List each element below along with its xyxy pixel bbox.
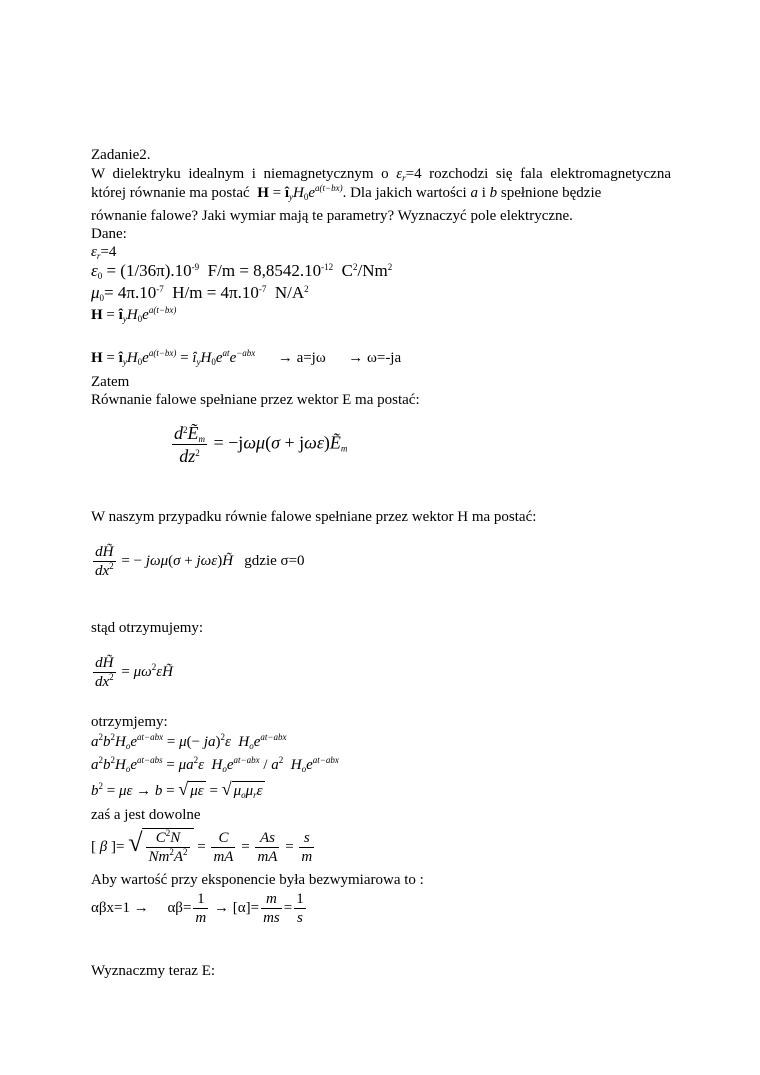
arrow-icon: →: [136, 783, 152, 799]
aby-text: Aby wartość przy eksponencie była bezwymiarowa to :: [91, 872, 424, 888]
zas-text: zaś a jest dowolne: [91, 807, 201, 823]
expansion-line: [91, 349, 401, 367]
arrow-icon: →: [133, 899, 149, 916]
beta-units-fraction-3: $\frac{As}{mA}$: [257, 830, 278, 865]
intro-line-1: W dielektryku idealnym i niemagnetycznym o $\varepsilon_r=4$ rozchodzi się fala elektromagnetyczna: [91, 166, 671, 183]
intro-line-2-equation: $H = î_yH_0e^{a(t-bx)}$: [257, 183, 343, 202]
derivation-line-3: $b^2 = \mu\varepsilon \to b$ = √ με = √ $\mu_o\mu_r\varepsilon$: [91, 779, 263, 800]
expansion-equation: $H = î_yH_0e^{a(t-bx)}$ = $î_yH_0e^{at}e^{-abx}$: [91, 348, 256, 367]
derivation-line-2: $a^2b^2H_oe^{at-abs} = \mu a^2\varepsilon$ $H_oe^{at-abx} / a^2$ $H_oe^{at-abx}$: [91, 755, 339, 774]
beta-units: [ β ]= √ $\frac{C^2N}{Nm^2A^2}$ = $\frac{C}{mA}$ = $\frac{As}{mA}$ = $\frac{s}{m}$: [91, 827, 313, 865]
gdzie-text: gdzie σ=0: [244, 552, 305, 569]
intro-line-2-end: . Dla jakich wartości a i b spełnione będzie: [342, 185, 602, 201]
alpha-beta-fraction-3: $\frac{1}{s}$: [296, 891, 304, 926]
given-mu-0: $\mu_0= 4\pi.10^{-7}$ $H/m = 4\pi.10^{-7}$ $N/A^2$: [91, 283, 309, 303]
beta-units-fraction: $\frac{C^2N}{Nm^2A^2}$: [148, 828, 188, 865]
task-title: Zadanie2.: [91, 147, 151, 163]
wave-equation-h-text: W naszym przypadku równie falowe spełniane przez wektor H ma postać:: [91, 509, 537, 525]
wave-equation-h-simplified: $\frac{dH̃}{dx^2}$ = $\mu\omega^2\varepsilon H̃$: [95, 655, 174, 690]
derivation-line-1: $a^2b^2H_oe^{at-abx} = \mu(- ja)^2\varepsilon$ $H_oe^{at-abx}$: [91, 732, 287, 751]
intro-line-3: równanie falowe? Jaki wymiar mają te parametry? Wyznaczyć pole elektryczne.: [91, 208, 573, 224]
result-omega: ω=-ja: [366, 350, 402, 366]
alpha-beta-fraction-1: $\frac{1}{m}$: [195, 891, 207, 926]
wave-equation-e: $\frac{d^2Ẽ_m}{dz^2}$ = −jωμ(σ + jωε)Ẽ$_m$: [174, 423, 348, 466]
result-a: a=jω: [296, 350, 326, 366]
alpha-beta-b: αβ=: [167, 899, 192, 916]
beta-units-fraction-4: $\frac{s}{m}$: [301, 830, 313, 865]
given-epsilon-0: $\varepsilon_0 = (1/36\pi).10^{-9}$ $F/m = 8,8542.10^{-12}$ $C^2/Nm^2$: [91, 261, 393, 281]
given-h-field: $H = î_yH_0e^{a(t-bx)}$: [91, 305, 177, 324]
wave-equation-h2-fraction: $\frac{dH̃}{dx^2}$: [95, 655, 114, 690]
alpha-beta-line: αβx=1 → αβ= $\frac{1}{m}$ → [α]= $\frac{m}{ms}$ = $\frac{1}{s}$: [91, 891, 304, 926]
alpha-beta-a: αβx=1: [91, 899, 130, 916]
intro-line-2: [91, 184, 671, 202]
wave-equation-h: $\frac{dH̃}{dx^2}$ = − jωμ(σ + jωε)H̃ gdzie σ=0: [95, 544, 305, 579]
given-epsilon-r: $\varepsilon_r=4$: [91, 244, 117, 261]
alpha-beta-c: [α]=: [232, 899, 260, 916]
intro-line-2-start: której równanie ma postać: [91, 185, 250, 201]
wave-equation-h-fraction: $\frac{dH̃}{dx^2}$: [95, 544, 114, 579]
arrow-icon: →: [348, 350, 364, 366]
wave-equation-e-fraction: $\frac{d^2Ẽ_m}{dz^2}$: [174, 423, 205, 466]
arrow-icon: →: [277, 350, 293, 366]
wyznaczmy-text: Wyznaczmy teraz E:: [91, 963, 216, 979]
zatem-label: Zatem: [91, 374, 130, 390]
beta-units-fraction-2: $\frac{C}{mA}$: [213, 830, 234, 865]
dane-label: Dane:: [91, 226, 127, 242]
wave-equation-e-text: Równanie falowe spełniane przez wektor E ma postać:: [91, 392, 420, 408]
stad-text: stąd otrzymujemy:: [91, 620, 204, 636]
arrow-icon: →: [214, 899, 229, 916]
alpha-beta-fraction-2: $\frac{m}{ms}$: [263, 891, 280, 926]
otrzymjemy-text: otrzymjemy:: [91, 714, 168, 730]
